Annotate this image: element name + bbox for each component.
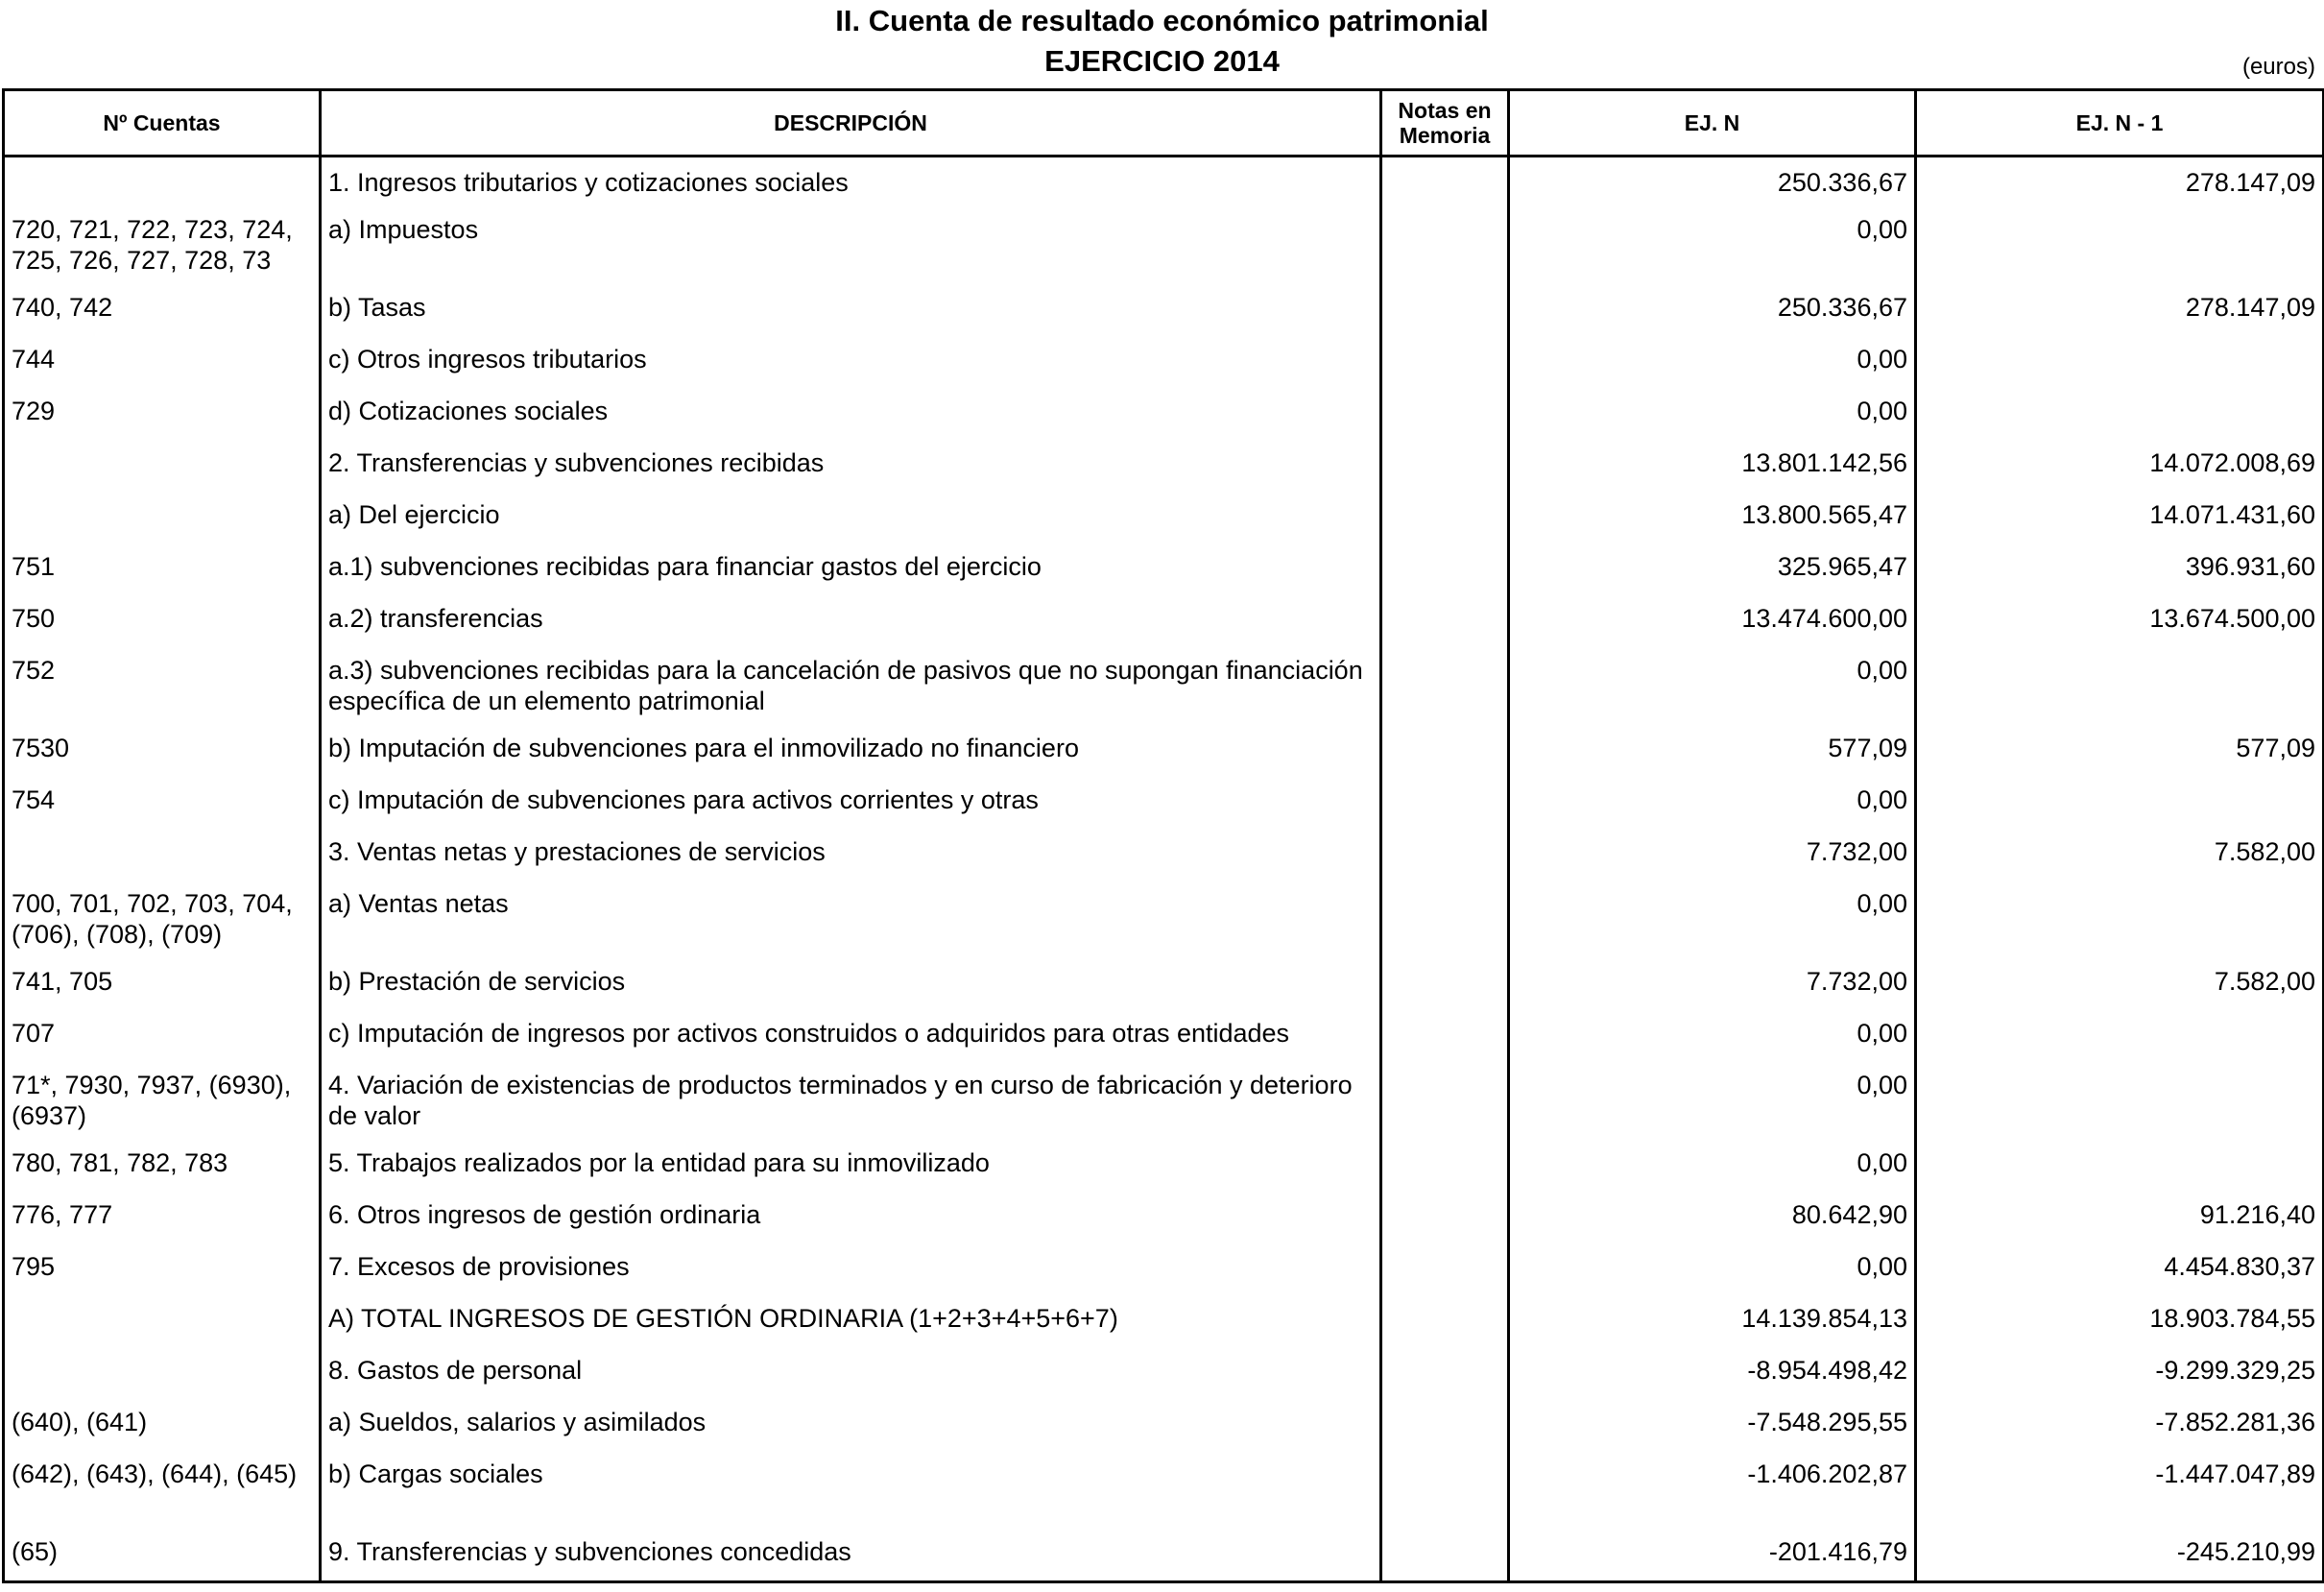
cell-description: 6. Otros ingresos de gestión ordinaria	[321, 1194, 1381, 1245]
cell-accounts: (642), (643), (644), (645)	[4, 1453, 321, 1531]
cell-notes	[1381, 390, 1509, 442]
cell-description: a.3) subvenciones recibidas para la cancelación de pasivos que no supongan financiación específica de un elemento patrimonial	[321, 649, 1381, 727]
cell-year-n: 0,00	[1509, 649, 1916, 727]
cell-notes	[1381, 960, 1509, 1012]
cell-notes	[1381, 882, 1509, 960]
cell-year-n1: 14.072.008,69	[1916, 442, 2324, 494]
cell-description: a) Sueldos, salarios y asimilados	[321, 1401, 1381, 1453]
cell-description: c) Imputación de ingresos por activos construidos o adquiridos para otras entidades	[321, 1012, 1381, 1064]
cell-year-n: -8.954.498,42	[1509, 1349, 1916, 1401]
cell-description: b) Cargas sociales	[321, 1453, 1381, 1531]
cell-notes	[1381, 831, 1509, 882]
cell-year-n: 0,00	[1509, 1142, 1916, 1194]
cell-notes	[1381, 1064, 1509, 1142]
table-body	[4, 157, 2324, 1582]
cell-notes	[1381, 1194, 1509, 1245]
cell-year-n: -201.416,79	[1509, 1531, 1916, 1582]
table-row	[4, 649, 2324, 727]
cell-description: 8. Gastos de personal	[321, 1349, 1381, 1401]
table-header	[4, 90, 2324, 157]
col-header-notes-line2: Memoria	[1399, 123, 1491, 148]
cell-year-n1: -1.447.047,89	[1916, 1453, 2324, 1531]
cell-accounts	[4, 442, 321, 494]
cell-year-n: 13.800.565,47	[1509, 494, 1916, 545]
cell-accounts: 71*, 7930, 7937, (6930), (6937)	[4, 1064, 321, 1142]
cell-accounts: (640), (641)	[4, 1401, 321, 1453]
cell-year-n: 250.336,67	[1509, 286, 1916, 338]
cell-year-n: -1.406.202,87	[1509, 1453, 1916, 1531]
cell-year-n1: 4.454.830,37	[1916, 1245, 2324, 1297]
cell-notes	[1381, 1531, 1509, 1582]
cell-notes	[1381, 649, 1509, 727]
col-header-accounts: Nº Cuentas	[4, 90, 321, 157]
results-table	[2, 88, 2324, 1583]
cell-year-n1	[1916, 1142, 2324, 1194]
table-row	[4, 960, 2324, 1012]
table-row	[4, 1401, 2324, 1453]
cell-year-n: 250.336,67	[1509, 157, 1916, 208]
cell-year-n: 577,09	[1509, 727, 1916, 779]
cell-year-n1	[1916, 882, 2324, 960]
cell-description: c) Imputación de subvenciones para activos corrientes y otras	[321, 779, 1381, 831]
cell-description: 7. Excesos de provisiones	[321, 1245, 1381, 1297]
table-row	[4, 442, 2324, 494]
cell-year-n1: 13.674.500,00	[1916, 597, 2324, 649]
cell-notes	[1381, 286, 1509, 338]
cell-accounts: 729	[4, 390, 321, 442]
cell-description: 3. Ventas netas y prestaciones de servicios	[321, 831, 1381, 882]
cell-notes	[1381, 1012, 1509, 1064]
cell-year-n1: 7.582,00	[1916, 831, 2324, 882]
cell-year-n1	[1916, 779, 2324, 831]
cell-year-n: 0,00	[1509, 208, 1916, 286]
cell-notes	[1381, 779, 1509, 831]
cell-description: a.2) transferencias	[321, 597, 1381, 649]
cell-accounts: 776, 777	[4, 1194, 321, 1245]
cell-year-n: 7.732,00	[1509, 960, 1916, 1012]
cell-year-n1: 14.071.431,60	[1916, 494, 2324, 545]
cell-description: 4. Variación de existencias de productos terminados y en curso de fabricación y deterioro de valor	[321, 1064, 1381, 1142]
col-header-description: DESCRIPCIÓN	[321, 90, 1381, 157]
cell-year-n: 13.801.142,56	[1509, 442, 1916, 494]
table-row	[4, 1142, 2324, 1194]
cell-year-n1: -245.210,99	[1916, 1531, 2324, 1582]
cell-description: a) Ventas netas	[321, 882, 1381, 960]
cell-year-n1: -9.299.329,25	[1916, 1349, 2324, 1401]
cell-year-n1	[1916, 390, 2324, 442]
cell-year-n1	[1916, 1012, 2324, 1064]
table-row	[4, 1194, 2324, 1245]
cell-accounts	[4, 1297, 321, 1349]
cell-accounts: 741, 705	[4, 960, 321, 1012]
cell-year-n: 13.474.600,00	[1509, 597, 1916, 649]
units-label: (euros)	[2241, 54, 2315, 80]
table-row	[4, 545, 2324, 597]
cell-accounts: 795	[4, 1245, 321, 1297]
cell-description: a) Del ejercicio	[321, 494, 1381, 545]
col-header-notes	[1381, 90, 1509, 157]
cell-year-n: 325.965,47	[1509, 545, 1916, 597]
cell-year-n1: 278.147,09	[1916, 286, 2324, 338]
cell-notes	[1381, 1453, 1509, 1531]
cell-notes	[1381, 1401, 1509, 1453]
cell-year-n1: -7.852.281,36	[1916, 1401, 2324, 1453]
cell-year-n: 0,00	[1509, 882, 1916, 960]
cell-description: A) TOTAL INGRESOS DE GESTIÓN ORDINARIA (1+2+3+4+5+6+7)	[321, 1297, 1381, 1349]
cell-notes	[1381, 442, 1509, 494]
table-row	[4, 1297, 2324, 1349]
cell-year-n1: 577,09	[1916, 727, 2324, 779]
cell-year-n: 0,00	[1509, 390, 1916, 442]
cell-year-n1: 7.582,00	[1916, 960, 2324, 1012]
cell-accounts: 744	[4, 338, 321, 390]
cell-year-n1	[1916, 1064, 2324, 1142]
col-header-year-n: EJ. N	[1509, 90, 1916, 157]
cell-notes	[1381, 545, 1509, 597]
table-row	[4, 882, 2324, 960]
cell-notes	[1381, 338, 1509, 390]
cell-description: 1. Ingresos tributarios y cotizaciones sociales	[321, 157, 1381, 208]
cell-description: a.1) subvenciones recibidas para financiar gastos del ejercicio	[321, 545, 1381, 597]
cell-notes	[1381, 1142, 1509, 1194]
col-header-year-n1: EJ. N - 1	[1916, 90, 2324, 157]
table-row	[4, 286, 2324, 338]
cell-notes	[1381, 494, 1509, 545]
table-row	[4, 208, 2324, 286]
table-row	[4, 597, 2324, 649]
cell-description: 2. Transferencias y subvenciones recibidas	[321, 442, 1381, 494]
cell-accounts: 751	[4, 545, 321, 597]
cell-year-n1: 396.931,60	[1916, 545, 2324, 597]
cell-year-n: -7.548.295,55	[1509, 1401, 1916, 1453]
cell-accounts: 700, 701, 702, 703, 704, (706), (708), (709)	[4, 882, 321, 960]
cell-notes	[1381, 727, 1509, 779]
cell-year-n1	[1916, 208, 2324, 286]
table-row	[4, 390, 2324, 442]
cell-notes	[1381, 157, 1509, 208]
cell-accounts	[4, 494, 321, 545]
cell-accounts: 754	[4, 779, 321, 831]
cell-year-n: 0,00	[1509, 1012, 1916, 1064]
cell-year-n: 0,00	[1509, 1245, 1916, 1297]
table-row	[4, 1245, 2324, 1297]
cell-accounts	[4, 1349, 321, 1401]
cell-accounts: 707	[4, 1012, 321, 1064]
cell-year-n1	[1916, 649, 2324, 727]
cell-description: b) Imputación de subvenciones para el inmovilizado no financiero	[321, 727, 1381, 779]
cell-description: d) Cotizaciones sociales	[321, 390, 1381, 442]
cell-description: b) Prestación de servicios	[321, 960, 1381, 1012]
cell-year-n: 0,00	[1509, 779, 1916, 831]
cell-accounts	[4, 831, 321, 882]
table-row	[4, 727, 2324, 779]
table-row	[4, 831, 2324, 882]
cell-year-n: 7.732,00	[1509, 831, 1916, 882]
cell-accounts	[4, 157, 321, 208]
cell-notes	[1381, 208, 1509, 286]
cell-description: c) Otros ingresos tributarios	[321, 338, 1381, 390]
col-header-notes-line1: Notas en	[1398, 98, 1492, 123]
cell-accounts: (65)	[4, 1531, 321, 1582]
cell-year-n1: 91.216,40	[1916, 1194, 2324, 1245]
cell-description: b) Tasas	[321, 286, 1381, 338]
cell-description: 9. Transferencias y subvenciones concedidas	[321, 1531, 1381, 1582]
cell-accounts: 780, 781, 782, 783	[4, 1142, 321, 1194]
table-row	[4, 1349, 2324, 1401]
page-title: II. Cuenta de resultado económico patrimonial	[835, 4, 1489, 37]
table-row	[4, 1453, 2324, 1531]
cell-notes	[1381, 1349, 1509, 1401]
cell-accounts: 740, 742	[4, 286, 321, 338]
cell-year-n: 0,00	[1509, 1064, 1916, 1142]
table-row	[4, 157, 2324, 208]
cell-description: a) Impuestos	[321, 208, 1381, 286]
cell-year-n1: 18.903.784,55	[1916, 1297, 2324, 1349]
table-row	[4, 338, 2324, 390]
table-row	[4, 494, 2324, 545]
table-row	[4, 779, 2324, 831]
table-row	[4, 1064, 2324, 1142]
cell-notes	[1381, 1245, 1509, 1297]
cell-accounts: 7530	[4, 727, 321, 779]
cell-year-n: 80.642,90	[1509, 1194, 1916, 1245]
cell-notes	[1381, 597, 1509, 649]
page-subtitle: EJERCICIO 2014	[1044, 44, 1280, 78]
table-row	[4, 1012, 2324, 1064]
cell-year-n: 14.139.854,13	[1509, 1297, 1916, 1349]
table-row	[4, 1531, 2324, 1582]
cell-year-n1: 278.147,09	[1916, 157, 2324, 208]
cell-year-n1	[1916, 338, 2324, 390]
cell-notes	[1381, 1297, 1509, 1349]
cell-accounts: 750	[4, 597, 321, 649]
cell-accounts: 720, 721, 722, 723, 724, 725, 726, 727, 728, 73	[4, 208, 321, 286]
cell-year-n: 0,00	[1509, 338, 1916, 390]
cell-description: 5. Trabajos realizados por la entidad para su inmovilizado	[321, 1142, 1381, 1194]
cell-accounts: 752	[4, 649, 321, 727]
